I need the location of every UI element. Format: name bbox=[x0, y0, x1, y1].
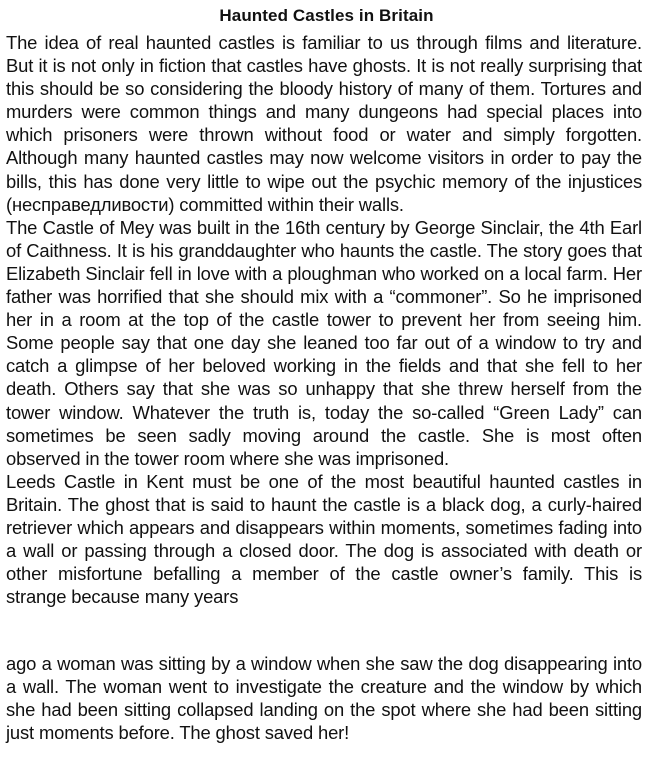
article-title: Haunted Castles in Britain bbox=[219, 6, 434, 25]
article-body bbox=[6, 31, 642, 608]
paragraph-continuation: ago a woman was sitting by a window when she saw the dog disappearing into a wall. The woman went to investigate the creature and the window by which she had been sitting collapsed landing on the spot where she had been sitting just moments before. The ghost saved her! bbox=[6, 653, 642, 744]
paragraph-leeds-castle: Leeds Castle in Kent must be one of the most beautiful haunted castles in Britain. The ghost that is said to haunt the castle is a black dog, a curly-haired retriever which appears and disappears within moments, sometimes fading into a wall or passing through a closed door. The dog is associated with death or other misfortune befalling a member of the castle owner’s family. This is strange because many years bbox=[6, 470, 642, 608]
article-continuation bbox=[6, 652, 642, 744]
paragraph-castle-of-mey: The Castle of Mey was built in the 16th century by George Sinclair, the 4th Earl of Caithness. It is his granddaughter who haunts the castle. The story goes that Elizabeth Sinclair fell in love with a ploughman who worked on a local farm. Her father was horrified that she should mix with a “commoner”. So he imprisoned her in a room at the top of the castle tower to prevent her from seeing him. Some people say that one day she leaned too far out of a window to try and catch a glimpse of her beloved working in the fields and that she fell to her death. Others say that she was so unhappy that she threw herself from the tower window. Whatever the truth is, today the so-called “Green Lady” can sometimes be seen sadly moving around the castle. She is most often observed in the tower room where she was imprisoned. bbox=[6, 216, 642, 469]
paragraph-intro: The idea of real haunted castles is familiar to us through films and literature. But it is not only in fiction that castles have ghosts. It is not really surprising that this should be so considering the bloody history of many of them. Tortures and murders were common things and many dungeons had special places into which prisoners were thrown without food or water and simply forgotten. Although many haunted castles may now welcome visitors in order to pay the bills, this has done very little to wipe out the psychic memory of the injustices (несправедливости) committed within their walls. bbox=[6, 32, 642, 215]
